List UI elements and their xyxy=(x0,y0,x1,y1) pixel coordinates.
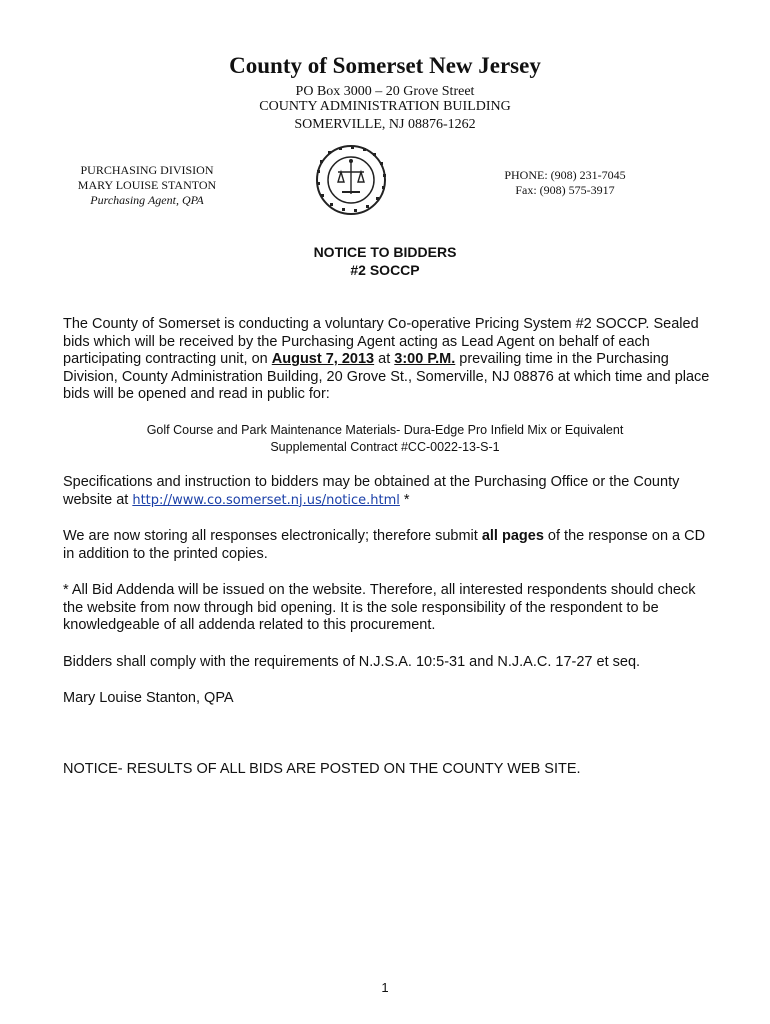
at-text: at xyxy=(374,351,395,368)
phone-number: PHONE: (908) 231-7045 xyxy=(504,168,626,182)
storage-text: We are now storing all responses electronically; therefore submit xyxy=(63,528,482,544)
bid-item-line-1: Golf Course and Park Maintenance Materials- Dura-Edge Pro Infield Mix or Equivalent xyxy=(146,423,624,437)
bid-item-line-2: Supplemental Contract #CC-0022-13-S-1 xyxy=(270,440,500,454)
agent-name: MARY LOUISE STANTON xyxy=(77,178,217,192)
results-notice: NOTICE- RESULTS OF ALL BIDS ARE POSTED ON THE COUNTY WEB SITE. xyxy=(63,761,581,777)
address-line-2: COUNTY ADMINISTRATION BUILDING xyxy=(259,99,511,114)
purchasing-division-block xyxy=(62,163,232,208)
page-number: 1 xyxy=(381,980,389,995)
spec-text: Specifications and instruction to bidders may be obtained at the Purchasing Office or the County website at xyxy=(63,474,680,508)
division-label: PURCHASING DIVISION xyxy=(80,163,214,177)
all-pages-emphasis: all pages xyxy=(481,528,544,544)
agent-role: Purchasing Agent, QPA xyxy=(90,193,204,207)
address-line-3: SOMERVILLE, NJ 08876-1262 xyxy=(294,117,476,132)
bid-intro-paragraph xyxy=(63,316,713,404)
notice-heading: NOTICE TO BIDDERS xyxy=(313,244,457,260)
addenda-paragraph: * All Bid Addenda will be issued on the website. Therefore, all interested respondents should check the website from now through bid opening. It is the sole responsibility of the respondent to be knowledgeable of all addenda related to this procurement. xyxy=(63,582,696,634)
address-line-1: PO Box 3000 – 20 Grove Street xyxy=(295,84,475,99)
county-seal-icon xyxy=(308,144,394,216)
compliance-paragraph: Bidders shall comply with the requirements of N.J.S.A. 10:5-31 and N.J.A.C. 17-27 et seq. xyxy=(63,654,641,670)
signature-line: Mary Louise Stanton, QPA xyxy=(63,690,234,706)
intro-text-cont: prevailing time in the Purchasing Division, County Administration Building, 20 Grove St., Somerville, NJ 08876 at which time and place bids will be opened and read in public for: xyxy=(63,351,710,403)
specifications-paragraph xyxy=(63,474,713,509)
fax-number: Fax: (908) 575-3917 xyxy=(515,183,615,197)
county-title: County of Somerset New Jersey xyxy=(229,53,541,78)
notice-link[interactable]: http://www.co.somerset.nj.us/notice.html xyxy=(132,492,400,508)
bid-time: 3:00 P.M. xyxy=(394,351,456,368)
electronic-storage-paragraph xyxy=(63,528,713,563)
intro-text: The County of Somerset is conducting a voluntary Co-operative Pricing System #2 SOCCP. Sealed bids which will be received by the Purchasing Agent acting as Lead Agent on behalf of each participating contracting unit, on xyxy=(63,316,699,368)
storage-text-cont: of the response on a CD in addition to the printed copies. xyxy=(63,528,706,562)
notice-subheading: #2 SOCCP xyxy=(350,262,420,278)
contact-block xyxy=(480,168,650,198)
bid-date: August 7, 2013 xyxy=(271,351,375,368)
spec-asterisk: * xyxy=(399,491,410,508)
